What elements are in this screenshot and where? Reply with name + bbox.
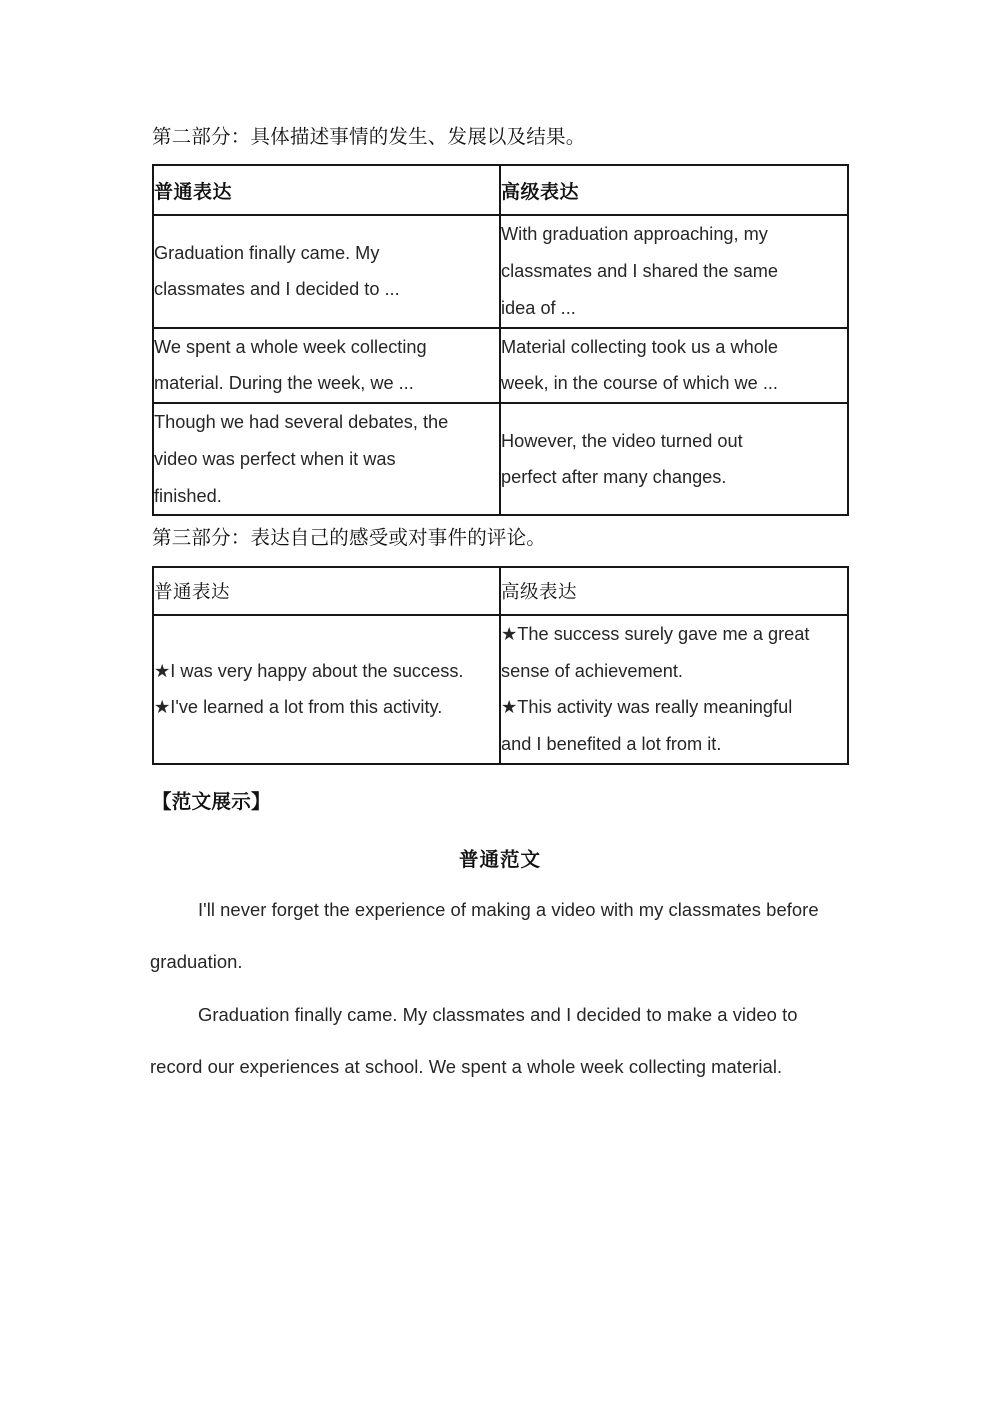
document-content — [150, 125, 850, 1094]
cell-line: video was perfect when it was — [154, 448, 396, 469]
comparison-table-part-two — [152, 164, 849, 516]
table-row — [153, 328, 848, 404]
cell-line: and I benefited a lot from it. — [501, 734, 722, 755]
comparison-table-part-three — [152, 566, 849, 765]
section-heading-part-two: 第二部分：具体描述事情的发生、发展以及结果。 — [152, 126, 586, 148]
cell-plain-expression — [153, 403, 500, 515]
cell-line: material. During the week, we ... — [154, 373, 414, 394]
cell-advanced-expression — [500, 215, 848, 327]
sample-essay-paragraph-1: I'll never forget the experience of making a video with my classmates before graduation. — [150, 898, 819, 973]
sample-essay-paragraph-2: Graduation finally came. My classmates and I decided to make a video to record our experiences at school. We spent a whole week collecting material. — [150, 1003, 798, 1078]
column-header-plain: 普通表达 — [153, 165, 500, 215]
cell-line: However, the video turned out — [501, 430, 743, 451]
cell-line: With graduation approaching, my — [501, 224, 768, 245]
cell-line: Material collecting took us a whole — [501, 336, 778, 357]
column-header-plain: 普通表达 — [153, 567, 500, 615]
table-row — [153, 615, 848, 764]
cell-line-starred: ★I was very happy about the success. — [154, 660, 464, 681]
table-row — [153, 215, 848, 327]
cell-line: perfect after many changes. — [501, 467, 727, 488]
cell-line-starred: ★The success surely gave me a great — [501, 623, 810, 644]
cell-line: idea of ... — [501, 297, 576, 318]
cell-line: We spent a whole week collecting — [154, 336, 427, 357]
cell-plain-expression — [153, 215, 500, 327]
cell-advanced-expression — [500, 328, 848, 404]
table-row — [153, 403, 848, 515]
sample-essay-bracket-title: 【范文展示】 — [152, 790, 271, 813]
cell-advanced-expression — [500, 403, 848, 515]
cell-advanced-expression — [500, 615, 848, 764]
cell-line-starred: ★This activity was really meaningful — [501, 697, 793, 718]
column-header-advanced: 高级表达 — [500, 567, 848, 615]
cell-line-starred: ★I've learned a lot from this activity. — [154, 697, 443, 718]
section-heading-part-three: 第三部分：表达自己的感受或对事件的评论。 — [152, 527, 547, 550]
table-header-row — [153, 567, 848, 615]
sample-essay-centered-title: 普通范文 — [458, 848, 541, 871]
cell-line: Graduation finally came. My — [154, 242, 380, 263]
cell-plain-expression — [153, 328, 500, 404]
cell-line: sense of achievement. — [501, 660, 683, 681]
cell-line: Though we had several debates, the — [154, 412, 449, 433]
cell-line: finished. — [154, 485, 222, 506]
table-header-row — [153, 165, 848, 215]
cell-plain-expression — [153, 615, 500, 764]
column-header-advanced: 高级表达 — [500, 165, 848, 215]
cell-line: classmates and I decided to ... — [154, 279, 400, 300]
cell-line: week, in the course of which we ... — [501, 373, 778, 394]
cell-line: classmates and I shared the same — [501, 261, 778, 282]
